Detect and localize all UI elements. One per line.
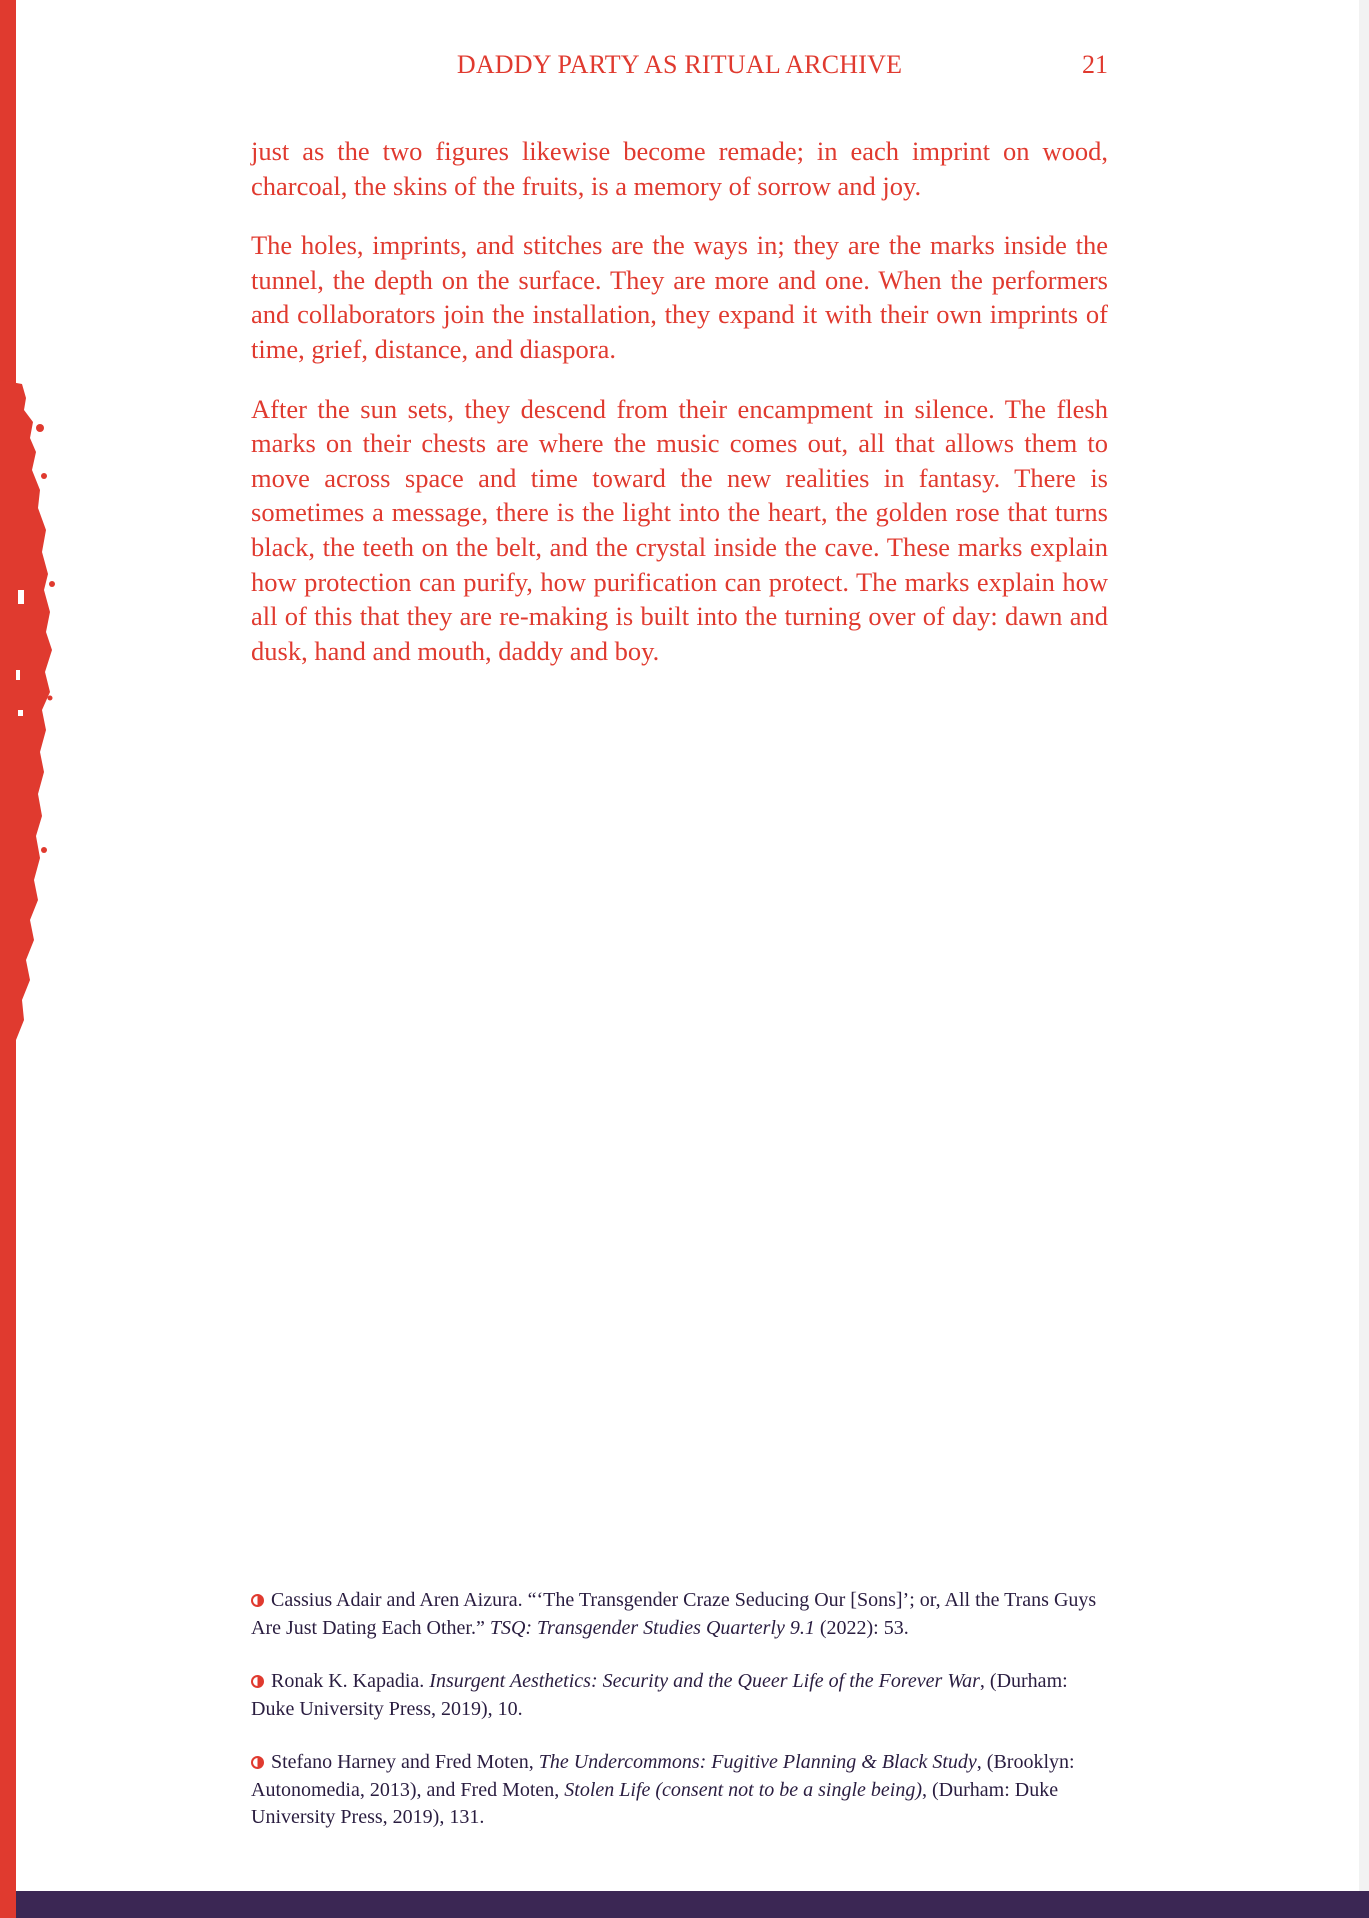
running-title: DADDY PARTY AS RITUAL ARCHIVE bbox=[456, 50, 903, 79]
footnote bbox=[251, 1668, 1108, 1723]
footnote-title: TSQ: Transgender Studies Quarterly 9.1 bbox=[489, 1616, 815, 1639]
paint-splatter-decoration bbox=[0, 380, 60, 1040]
footnotes bbox=[251, 1587, 1108, 1858]
body-text bbox=[251, 134, 1108, 693]
footnote bbox=[251, 1749, 1108, 1832]
paragraph: The holes, imprints, and stitches are the ways in; they are the marks inside the tunnel, the depth on the surface. They are more and one. When the performers and collaborators join the installation, they expand it with their own imprints of time, grief, distance, and diaspora. bbox=[251, 230, 1108, 364]
bottom-color-band bbox=[16, 1891, 1369, 1918]
footnote-title: Stolen Life (consent not to be a single being) bbox=[564, 1778, 922, 1801]
half-circle-marker-icon bbox=[251, 1594, 264, 1607]
footnote-text: (2022): 53. bbox=[814, 1616, 909, 1639]
right-page-edge bbox=[1359, 0, 1369, 1918]
footnote-title: The Undercommons: Fugitive Planning & Black Study bbox=[538, 1751, 977, 1773]
paragraph: just as the two figures likewise become remade; in each imprint on wood, charcoal, the skins of the fruits, is a memory of sorrow and joy. bbox=[251, 136, 1108, 201]
running-header bbox=[251, 50, 1108, 86]
half-circle-marker-icon bbox=[251, 1675, 264, 1688]
half-circle-marker-icon bbox=[251, 1756, 264, 1769]
footnote-text: Ronak K. Kapadia. bbox=[271, 1670, 430, 1692]
footnote-text: Stefano Harney and Fred Moten, bbox=[271, 1751, 539, 1773]
footnote-text: , (Durham: Duke University Press, 2019), 10. bbox=[251, 1670, 1068, 1720]
page-number: 21 bbox=[1082, 50, 1108, 79]
footnote-text: , (Durham: Duke University Press, 2019), 131. bbox=[251, 1778, 1059, 1828]
footnote bbox=[251, 1587, 1108, 1642]
paragraph: After the sun sets, they descend from their encampment in silence. The flesh marks on their chests are where the music comes out, all that allows them to move across space and time toward the new realities in fantasy. There is sometimes a message, there is the light into the heart, the golden rose that turns black, the teeth on the belt, and the crystal inside the cave. These marks explain how protection can purify, how purification can protect. The marks explain how all of this that they are re-making is built into the turning over of day: dawn and dusk, hand and mouth, daddy and boy. bbox=[251, 393, 1108, 666]
footnote-text: Cassius Adair and Aren Aizura. “‘The Transgender Craze Seducing Our [Sons]’; or, All the Trans Guys Are Just Dating Each Other.” bbox=[251, 1589, 1097, 1639]
footnote-text: , (Brooklyn: Autonomedia, 2013), and Fred Moten, bbox=[251, 1751, 1075, 1801]
footnote-title: Insurgent Aesthetics: Security and the Queer Life of the Forever War bbox=[429, 1670, 980, 1692]
